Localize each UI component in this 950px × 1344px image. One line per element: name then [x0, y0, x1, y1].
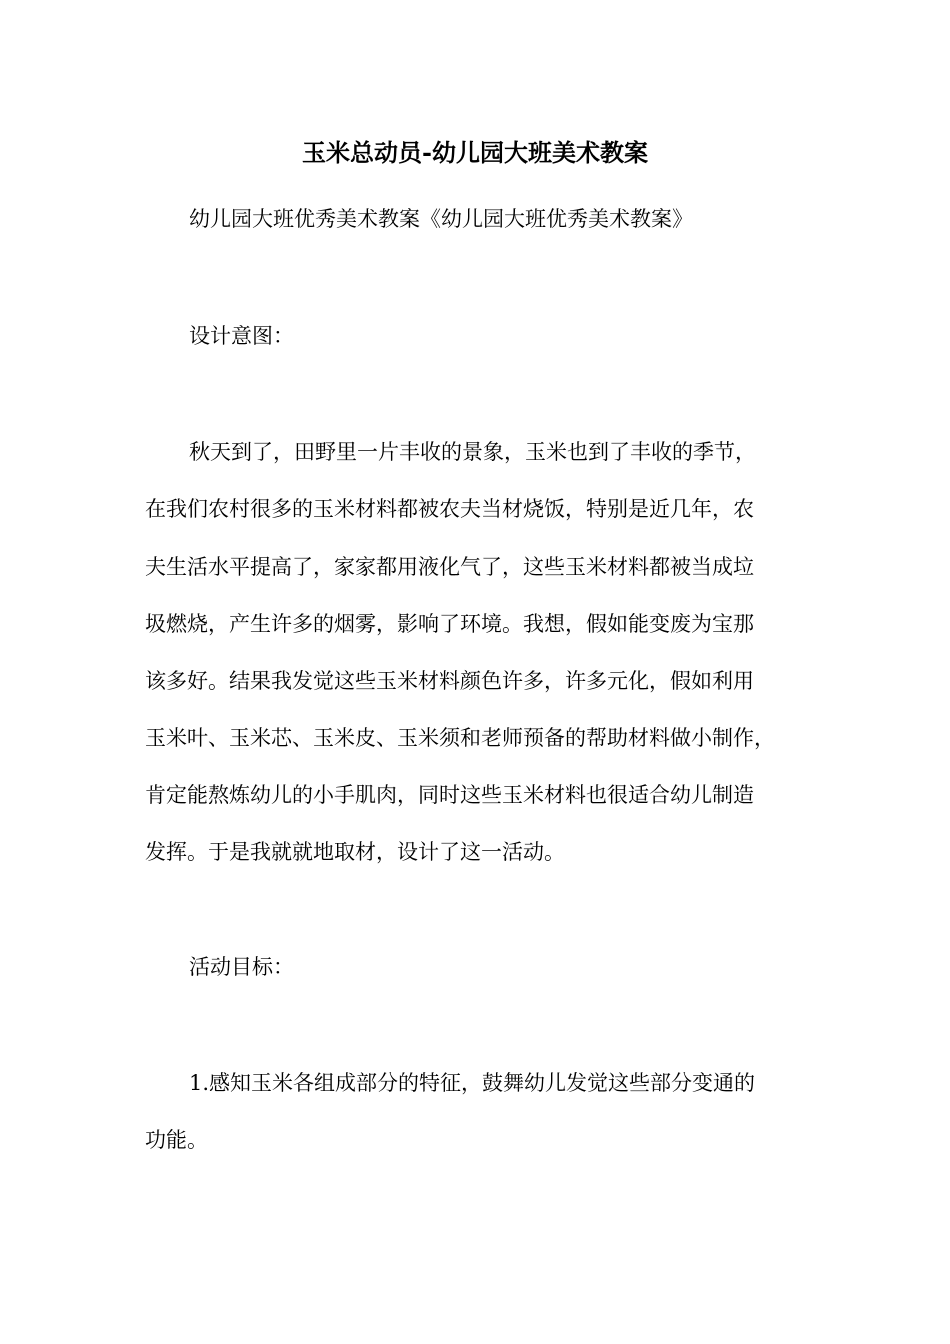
- goal-line: 1.感知玉米各组成部分的特征，鼓舞幼儿发觉这些部分变通的: [189, 1071, 756, 1095]
- paragraph-line: 该多好。结果我发觉这些玉米材料颜色许多，许多元化，假如利用: [145, 669, 754, 693]
- paragraph-line: 肯定能熬炼幼儿的小手肌肉，同时这些玉米材料也很适合幼儿制造: [145, 783, 754, 807]
- section-heading-design: 设计意图：: [189, 324, 294, 348]
- paragraph-line: 玉米叶、玉米芯、玉米皮、玉米须和老师预备的帮助材料做小制作，: [145, 726, 775, 750]
- paragraph-line: 秋天到了，田野里一片丰收的景象，玉米也到了丰收的季节，: [189, 440, 756, 464]
- paragraph-line: 圾燃烧，产生许多的烟雾，影响了环境。我想，假如能变废为宝那: [145, 612, 754, 636]
- document-title: 玉米总动员-幼儿园大班美术教案: [302, 138, 648, 167]
- paragraph-line: 发挥。于是我就就地取材，设计了这一活动。: [145, 840, 565, 864]
- section-heading-goals: 活动目标：: [189, 955, 294, 979]
- paragraph-line: 夫生活水平提高了，家家都用液化气了，这些玉米材料都被当成垃: [145, 555, 754, 579]
- paragraph-line: 在我们农村很多的玉米材料都被农夫当材烧饭，特别是近几年，农: [145, 497, 754, 521]
- document-subtitle: 幼儿园大班优秀美术教案《幼儿园大班优秀美术教案》: [189, 207, 693, 231]
- goal-line: 功能。: [145, 1128, 208, 1152]
